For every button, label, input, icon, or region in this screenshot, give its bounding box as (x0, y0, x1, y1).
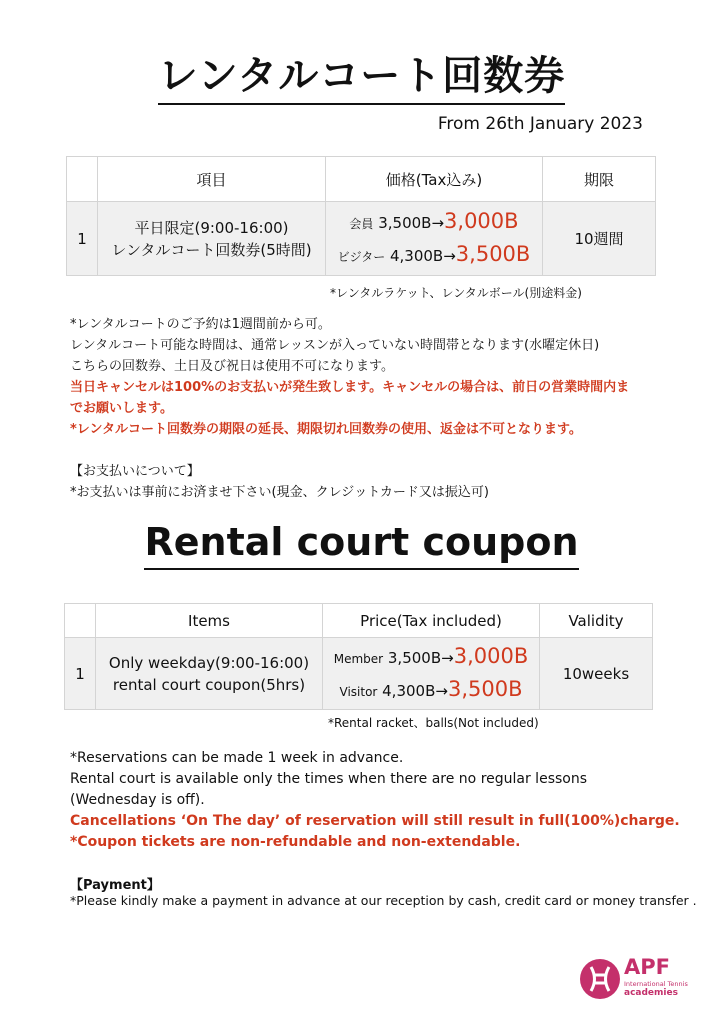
header-price: Price(Tax included) (323, 604, 540, 638)
payment-text-ja: *お支払いは事前にお済ませ下さい(現金、クレジットカード又は振込可) (70, 485, 489, 500)
header-validity: Validity (540, 604, 653, 638)
payment-heading-en: 【Payment】 (70, 878, 160, 893)
notes-en (70, 748, 700, 853)
page-title-en: Rental court coupon (0, 520, 723, 564)
coupon-policy-note: *Coupon tickets are non-refundable and non-extendable. (70, 834, 521, 850)
coupon-policy-note: *レンタルコート回数券の期限の延長、期限切れ回数券の使用、返金は不可となります。 (70, 422, 582, 437)
cancel-note: 当日キャンセルは100%のお支払いが発生致します。キャンセルの場合は、前日の営業時間内ま (70, 380, 630, 395)
table-note-ja: *レンタルラケット、レンタルボール(別途料金) (330, 286, 582, 300)
price-table-ja (66, 156, 656, 276)
validity-cell: 10週間 (543, 202, 656, 276)
note-line: こちらの回数券、土日及び祝日は使用不可になります。 (70, 359, 394, 374)
member-price: Member 3,500B→3,000B (333, 643, 529, 668)
header-item: Items (96, 604, 323, 638)
member-price: 会員 3,500B→3,000B (349, 208, 519, 233)
note-line: (Wednesday is off). (70, 792, 205, 808)
price-cell (323, 638, 540, 710)
note-line: レンタルコート可能な時間は、通常レッスンが入っていない時間帯となります(水曜定休日) (70, 338, 600, 353)
price-table-en (64, 603, 653, 710)
header-price: 価格(Tax込み) (326, 157, 543, 202)
logo-line-1: International Tennis (624, 980, 688, 988)
payment-heading-ja: 【お支払いについて】 (70, 464, 200, 479)
item-cell (96, 638, 323, 710)
row-number: 1 (65, 638, 96, 710)
visitor-new-price: 3,500B (447, 676, 523, 701)
logo-brand: APF (624, 955, 670, 979)
visitor-price: Visitor 4,300B→3,500B (339, 676, 523, 701)
header-item: 項目 (98, 157, 326, 202)
member-new-price: 3,000B (444, 208, 519, 233)
item-line-2: rental court coupon(5hrs) (112, 675, 306, 694)
row-number: 1 (67, 202, 98, 276)
item-cell (98, 202, 326, 276)
member-new-price: 3,000B (453, 643, 529, 668)
header-no (67, 157, 98, 202)
visitor-price: ビジター 4,300B→3,500B (337, 241, 531, 266)
effective-date: From 26th January 2023 (437, 114, 643, 134)
payment-text-en: *Please kindly make a payment in advance at our reception by cash, credit card or money transfer . (70, 893, 697, 908)
item-line-1: 平日限定(9:00-16:00) (134, 218, 289, 237)
page-title-ja: レンタルコート回数券 (0, 44, 723, 101)
notes-ja (70, 314, 710, 503)
table-note-en: *Rental racket、balls(Not included) (328, 716, 539, 730)
note-line: *レンタルコートのご予約は1週間前から可。 (70, 317, 331, 332)
apf-logo-mark (578, 957, 622, 1001)
header-no (65, 604, 96, 638)
note-line: *Reservations can be made 1 week in advance. (70, 750, 404, 766)
cancel-note: Cancellations ‘On The day’ of reservation will still result in full(100%)charge. (70, 813, 680, 829)
item-line-2: レンタルコート回数券(5時間) (111, 240, 312, 259)
validity-cell: 10weeks (540, 638, 653, 710)
note-line: Rental court is available only the times when there are no regular lessons (70, 771, 588, 787)
header-validity: 期限 (543, 157, 656, 202)
cancel-note: でお願いします。 (70, 401, 173, 416)
item-line-1: Only weekday(9:00-16:00) (108, 653, 310, 672)
visitor-new-price: 3,500B (455, 241, 531, 266)
price-cell (326, 202, 543, 276)
apf-logo (578, 956, 688, 1002)
logo-line-2: academies (624, 988, 678, 998)
